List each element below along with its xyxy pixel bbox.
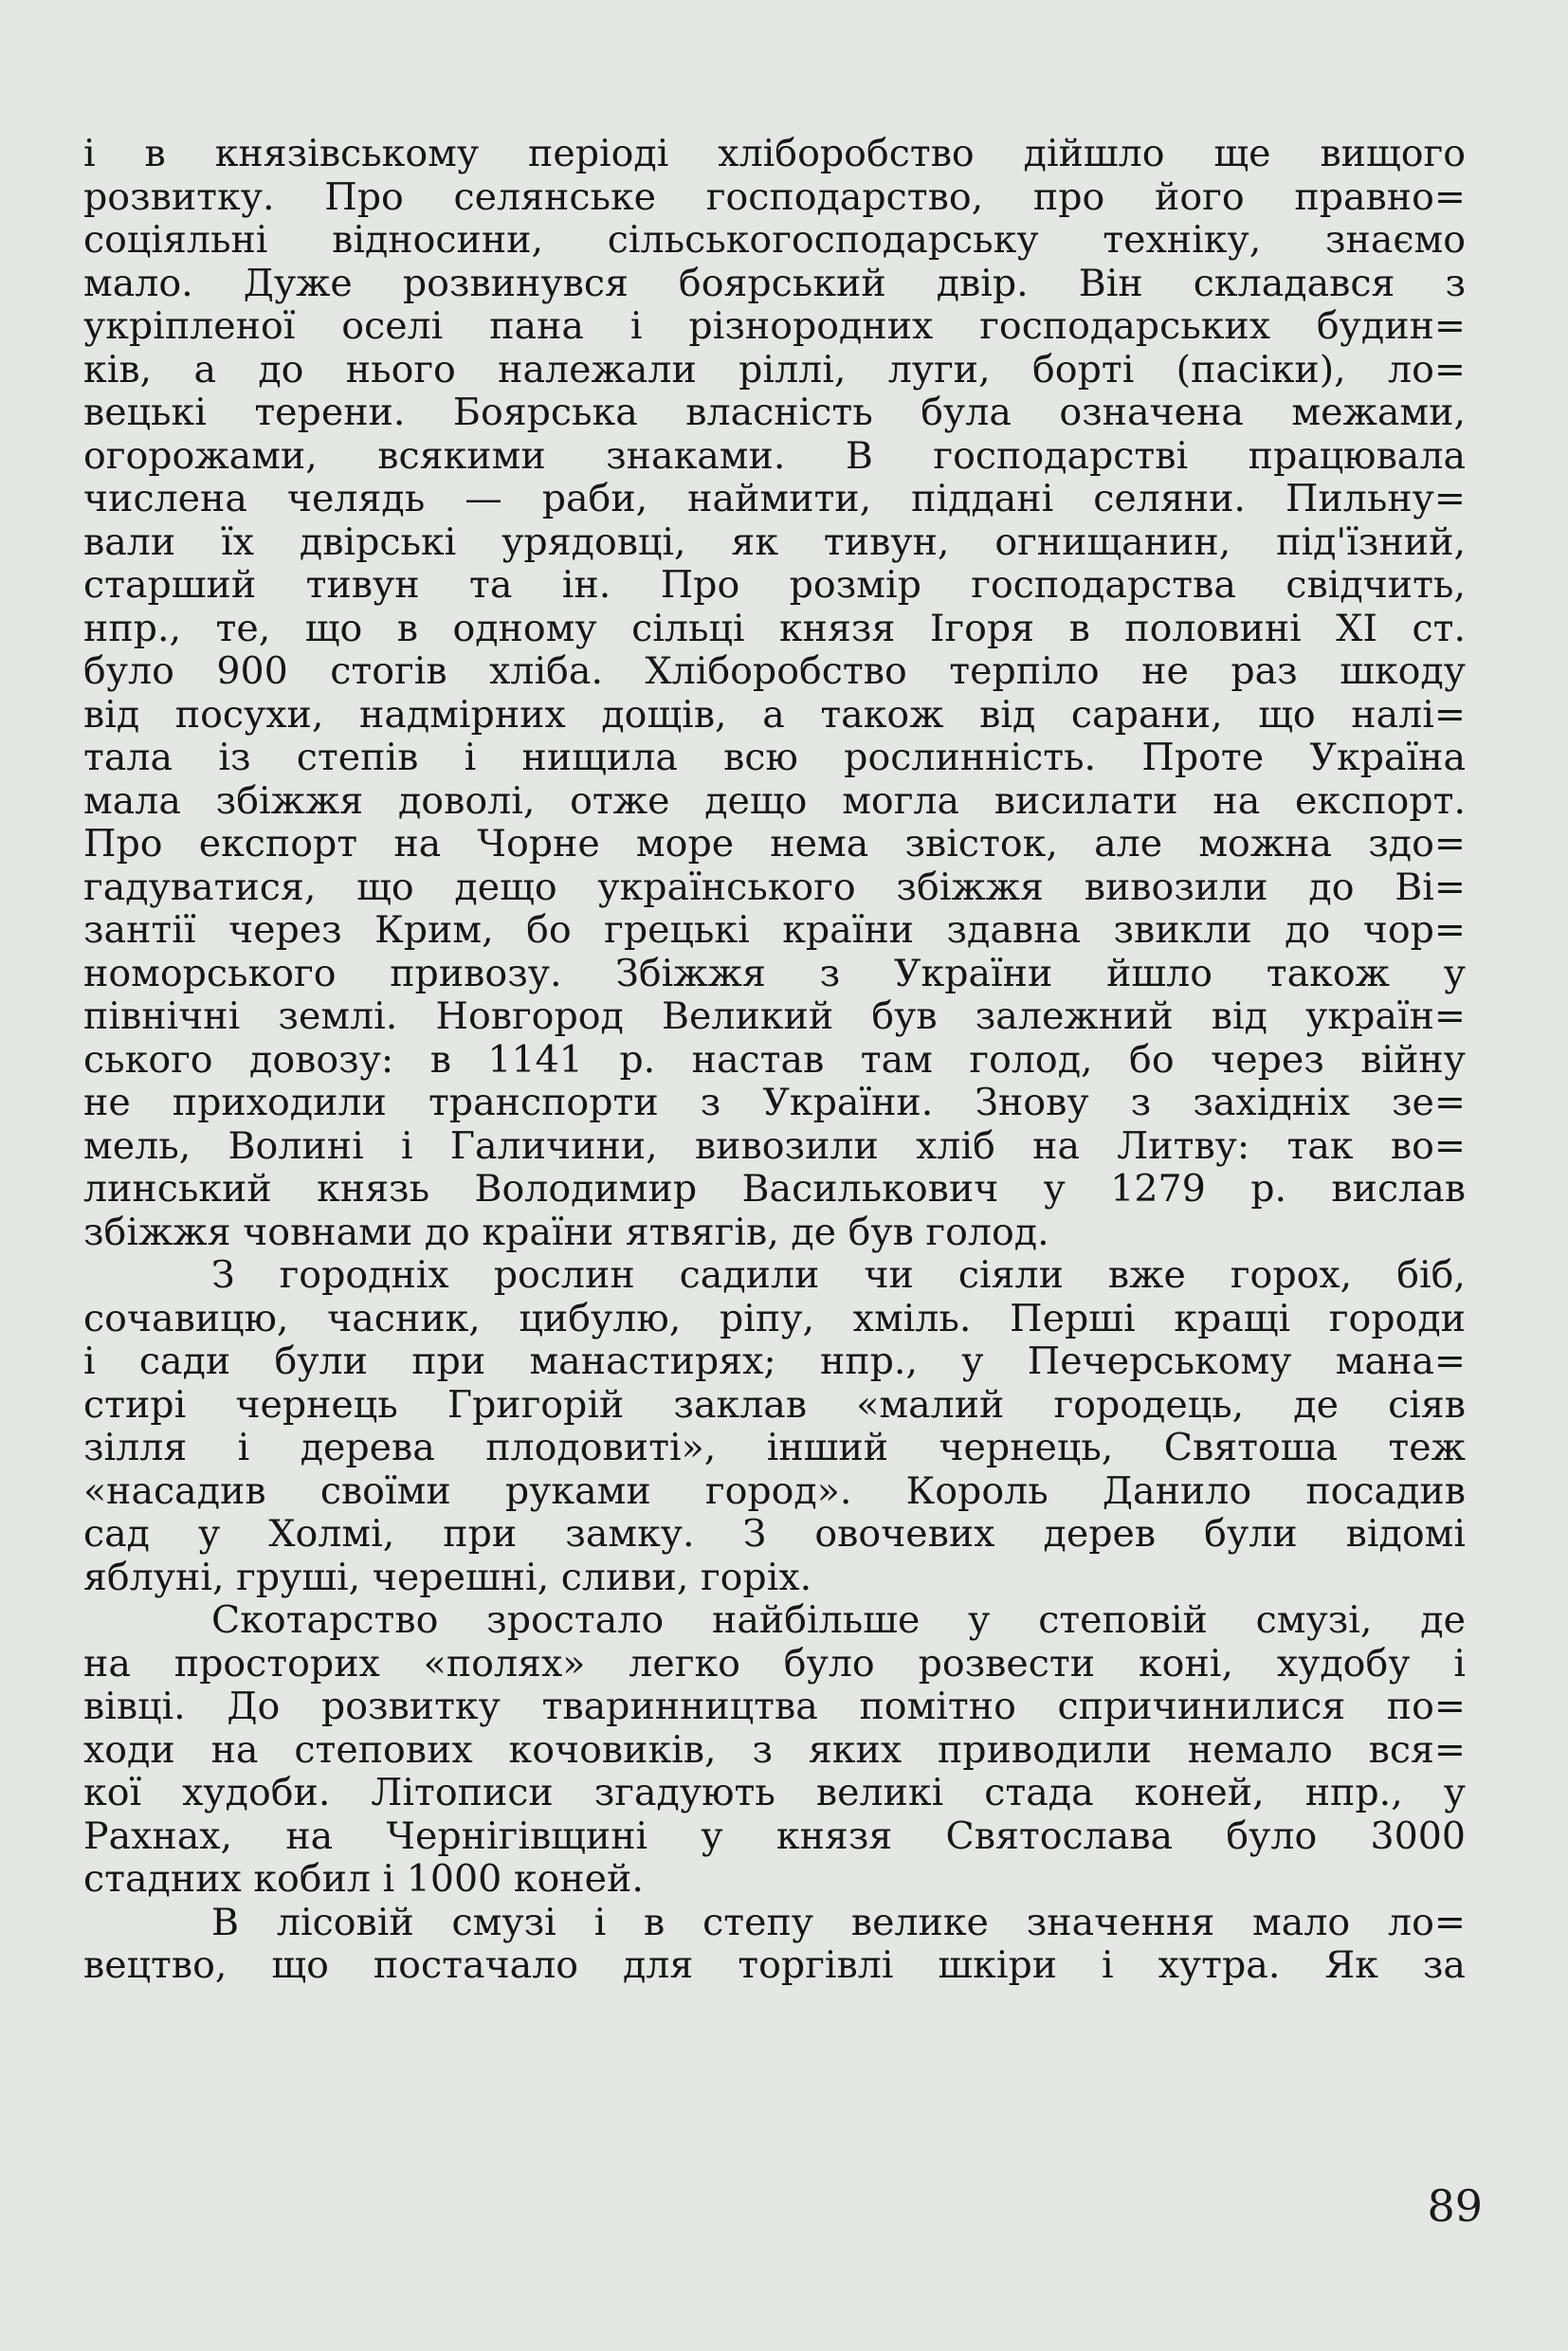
text-line: від посухи, надмірних дощів, а також від сарани, що налі= <box>83 692 1466 737</box>
text-line: збіжжя човнами до країни ятвягів, де був голод. <box>83 1210 1049 1254</box>
text-line: тала із степів і нищила всю рослинність. Проте Україна <box>83 736 1466 779</box>
text-line: ходи на степових кочовиків, з яких приводили немало вся= <box>83 1727 1466 1772</box>
text-line: і в князівському періоді хліборобство дійшло ще вищого <box>83 132 1466 175</box>
text-line: числена челядь — раби, наймити, піддані селяни. Пильну= <box>83 477 1466 520</box>
page-number: 89 <box>1427 2180 1483 2232</box>
text-line: соціяльні відносини, сільськогосподарську техніку, знаємо <box>83 218 1466 262</box>
text-line: вецтво, що постачало для торгівлі шкіри і хутра. Як за <box>83 1943 1466 1987</box>
text-line: мала збіжжя доволі, отже дещо могла висилати на експорт. <box>83 778 1466 823</box>
text-line: розвитку. Про селянське господарство, про його правно= <box>83 174 1466 219</box>
text-line: сочавицю, часник, цибулю, ріпу, хміль. Перші кращі городи <box>83 1296 1466 1340</box>
text-line: старший тивун та ін. Про розмір господарства свідчить, <box>83 563 1466 607</box>
text-line: «насадив своїми руками город». Король Данило посадив <box>83 1468 1466 1513</box>
text-line: ків, а до нього належали ріллі, луги, борті (пасіки), ло= <box>83 347 1466 392</box>
text-line: кої худоби. Літописи згадують великі стада коней, нпр., у <box>83 1771 1466 1814</box>
text-line: яблуні, груші, черешні, сливи, горіх. <box>83 1555 812 1599</box>
text-line: мель, Волині і Галичини, вивозили хліб на Литву: так во= <box>83 1123 1466 1168</box>
text-line: огорожами, всякими знаками. В господарстві працювала <box>83 433 1466 478</box>
text-line: вецькі терени. Боярська власність була означена межами, <box>83 391 1466 434</box>
text-line: зілля і дерева плодовиті», інший чернець, Святоша теж <box>83 1426 1466 1469</box>
text-line: вали їх двірські урядовці, як тивун, огнищанин, під'їзний, <box>83 519 1466 564</box>
text-line: Скотарство зростало найбільше у степовій смузі, де <box>211 1598 1466 1642</box>
paragraph-livestock <box>83 1599 1466 1902</box>
text-line: укріпленої оселі пана і різнородних господарських будин= <box>83 304 1466 348</box>
text-line: Про експорт на Чорне море нема звісток, але можна здо= <box>83 822 1466 866</box>
paragraph-agriculture <box>83 133 1466 1254</box>
text-line: і сади були при манастирях; нпр., у Печерському мана= <box>83 1340 1466 1383</box>
text-line: було 900 стогів хліба. Хліборобство терпіло не раз шкоду <box>83 649 1466 693</box>
text-line: вівці. До розвитку тваринництва помітно спричинилися по= <box>83 1685 1466 1728</box>
text-line: В лісовій смузі і в степу велике значення мало ло= <box>211 1900 1466 1944</box>
body-text <box>83 133 1466 1988</box>
text-line: номорського привозу. Збіжжя з України йшло також у <box>83 951 1466 995</box>
text-line: Рахнах, на Чернігівщині у князя Святослава було 3000 <box>83 1813 1466 1858</box>
text-line: гадуватися, що дещо українського збіжжя вивозили до Ві= <box>83 865 1466 909</box>
text-line: стирі чернець Григорій заклав «малий городець, де сіяв <box>83 1382 1466 1427</box>
text-line: нпр., те, що в одному сільці князя Ігоря в половині XI ст. <box>83 606 1466 650</box>
text-line: зантії через Крим, бо грецькі країни здавна звикли до чор= <box>83 908 1466 952</box>
text-line: на просторих «полях» легко було розвести коні, худобу і <box>83 1641 1466 1686</box>
text-line: сад у Холмі, при замку. З овочевих дерев були відомі <box>83 1512 1466 1556</box>
paragraph-hunting <box>83 1902 1466 1988</box>
text-line: не приходили транспорти з України. Знову з західніх зе= <box>83 1081 1466 1124</box>
text-line: північні землі. Новгород Великий був залежний від україн= <box>83 994 1466 1038</box>
text-line: мало. Дуже розвинувся боярський двір. Він складався з <box>83 261 1466 305</box>
paragraph-gardens <box>83 1254 1466 1599</box>
text-line: линський князь Володимир Василькович у 1279 р. вислав <box>83 1167 1466 1211</box>
text-line: З городніх рослин садили чи сіяли вже горох, біб, <box>211 1253 1466 1297</box>
text-line: ського довозу: в 1141 р. настав там голод, бо через війну <box>83 1037 1466 1082</box>
text-line: стадних кобил і 1000 коней. <box>83 1857 644 1901</box>
